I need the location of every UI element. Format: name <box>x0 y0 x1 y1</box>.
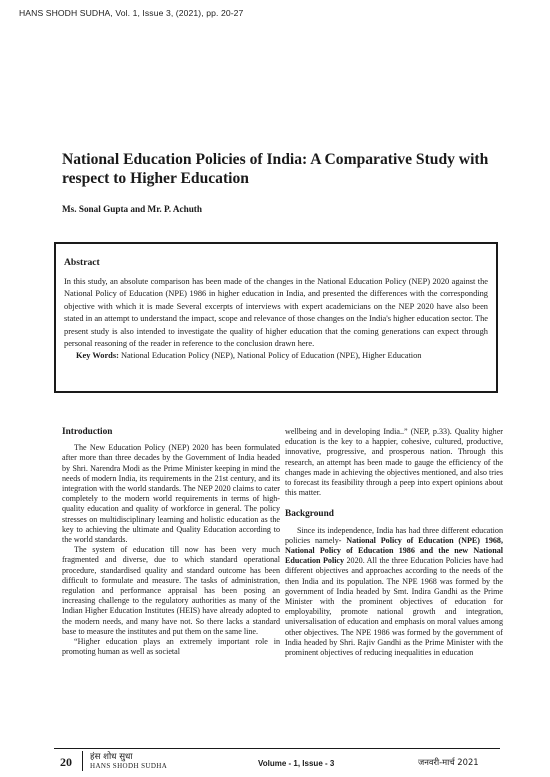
journal-name: HANS SHODH SUDHA <box>90 762 168 770</box>
background-heading: Background <box>285 509 334 520</box>
issue-date: जनवरी-मार्च 2021 <box>418 757 479 767</box>
background-text-start: Since its independence, India has had three different education policies namely- <box>285 525 503 545</box>
introduction-paragraph-3: “Higher education plays an extremely important role in promoting human as well as societal <box>62 637 280 657</box>
abstract-heading: Abstract <box>64 257 100 268</box>
abstract-box <box>54 242 498 393</box>
background-paragraph <box>285 526 503 659</box>
introduction-paragraph-1: The New Education Policy (NEP) 2020 has been formulated after more than three decades by the Government of India headed by Shri. Narendra Modi as the Prime Minister keeping in mind the needs of modern India, its requirements in the 21st century, and its integration with the world standards. The NEP 2020 claims to cater completely to the modern world requirements in terms of high-quality education and quality of workforce in general. The policy stresses on multidisciplinary learning and holistic education as the key to achieving the ultimate and Quality Education according to the world standards. <box>62 443 280 545</box>
right-column <box>285 427 503 658</box>
journal-name-hindi: हंस शोध सुधा <box>90 752 133 762</box>
volume-issue: Volume - 1, Issue - 3 <box>258 759 335 768</box>
running-head: HANS SHODH SUDHA, Vol. 1, Issue 3, (2021), pp. 20-27 <box>19 8 244 18</box>
introduction-heading: Introduction <box>62 427 113 437</box>
continued-paragraph: wellbeing and in developing India..” (NEP, p.33). Quality higher education is the key to a happier, cohesive, cultured, productive, innovative, progressive, and prosperous nation. Through this research, an attempt has been made to gauge the efficiency of the changes made in achieving the objectives mentioned, and also tries to forecast its feasibility through a peep into expert opinions about this matter. <box>285 427 503 498</box>
footer-divider <box>82 751 83 771</box>
abstract-text: In this study, an absolute comparison has been made of the changes in the National Education Policy (NEP) 2020 against the National Policy of Education (NPE) 1986 in higher education in India, and presented the differences with the corresponding objective with which it is made Several excerpts of interviews with expert academicians on the NEP 2020 have also been stated in an attempt to understand the impact, scope and relevance of those changes on the India's higher education sector. The present study is also intended to investigate the quality of higher education that the coming generations can expect through personal reasoning of the reader in reference to the conclusion drawn here. <box>64 277 488 349</box>
page-footer <box>54 748 500 773</box>
keywords <box>64 350 488 362</box>
page-number: 20 <box>60 755 72 769</box>
policy-names: National Policy of Education (NPE) 1968, National Policy of Education 1986 and the new National Education Policy <box>285 535 503 566</box>
introduction-paragraph-2: The system of education till now has been very much fragmented and diverse, due to which standard operational procedure, standardised quality and standard outcome has been difficult to formulate and measure. The tasks of administration, regulation and performance appraisal has been posing an increasing challenge to the regulatory authorities as many of the Indian Higher Education Institutes (HEIS) have already adopted to the modern needs, and many have not. So there lacks a standard base to measure the institutes and put them on the same line. <box>62 545 280 636</box>
author-line: Ms. Sonal Gupta and Mr. P. Achuth <box>62 204 202 214</box>
keywords-label: Key Words: <box>76 351 119 361</box>
keywords-text: National Education Policy (NEP), National Policy of Education (NPE), Higher Education <box>120 351 422 361</box>
abstract-body <box>64 276 488 363</box>
left-column <box>62 427 280 657</box>
article-title: National Education Policies of India: A Comparative Study with respect to Higher Education <box>62 151 489 187</box>
background-text-end: 2020. All the three Education Policies have had different objectives and approaches according to the needs of the then India and its population. The NPE 1968 was formed by the government of India headed by Smt. Indira Gandhi as the Prime Minister with the prominent objectives of education for employability, promote national growth and integration, universalisation of education and emphasis on moral values among other objectives. The NPE 1986 was formed by the government of India headed by Shri. Rajiv Gandhi as the Prime Minister with the prominent objectives of reducing inequalities in education <box>285 556 503 658</box>
